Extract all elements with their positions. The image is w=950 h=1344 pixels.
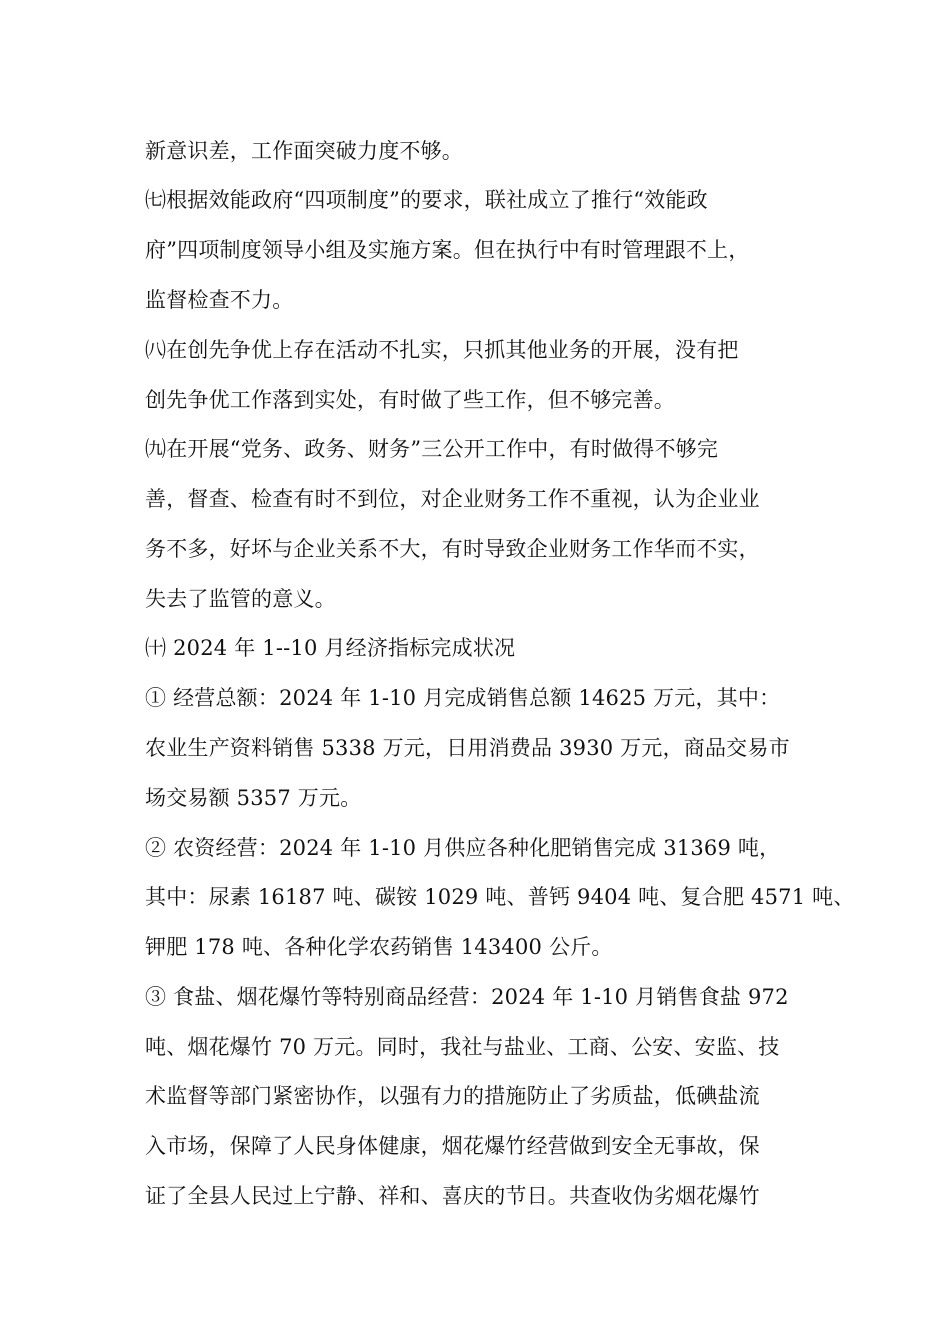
text-line: ㈧在创先争优上存在活动不扎实，只抓其他业务的开展，没有把 [145, 338, 739, 362]
text-line: 失去了监管的意义。 [145, 587, 336, 611]
text-line: 术监督等部门紧密协作，以强有力的措施防止了劣质盐，低碘盐流 [145, 1084, 760, 1108]
text-line: ③ 食盐、烟花爆竹等特别商品经营：2024 年 1-10 月销售食盐 972 [145, 985, 789, 1009]
text-line: 新意识差，工作面突破力度不够。 [145, 139, 463, 163]
text-line: ㈩ 2024 年 1--10 月经济指标完成状况 [145, 636, 516, 660]
text-line: 其中：尿素 16187 吨、碳铵 1029 吨、普钙 9404 吨、复合肥 4571 吨、 [145, 885, 855, 909]
text-line: ② 农资经营：2024 年 1-10 月供应各种化肥销售完成 31369 吨， [145, 836, 781, 860]
text-line: 府”四项制度领导小组及实施方案。但在执行中有时管理跟不上， [145, 238, 750, 262]
text-line: ㈨在开展“党务、政务、财务”三公开工作中，有时做得不够完 [145, 437, 719, 461]
text-line: 务不多，好坏与企业关系不大，有时导致企业财务工作华而不实， [145, 537, 760, 561]
text-line: 善，督查、检查有时不到位，对企业财务工作不重视，认为企业业 [145, 487, 760, 511]
text-line: 入市场，保障了人民身体健康，烟花爆竹经营做到安全无事故，保 [145, 1134, 760, 1158]
text-line: 场交易额 5357 万元。 [145, 786, 362, 810]
text-line: 创先争优工作落到实处，有时做了些工作，但不够完善。 [145, 388, 675, 412]
text-line: 监督检查不力。 [145, 288, 294, 312]
text-line: ㈦根据效能政府“四项制度”的要求，联社成立了推行“效能政 [145, 188, 708, 212]
text-line: 吨、烟花爆竹 70 万元。同时，我社与盐业、工商、公安、安监、技 [145, 1035, 780, 1059]
text-line: 证了全县人民过上宁静、祥和、喜庆的节日。共查收伪劣烟花爆竹 [145, 1184, 760, 1208]
text-line: 农业生产资料销售 5338 万元，日用消费品 3930 万元，商品交易市 [145, 736, 790, 760]
text-line: 钾肥 178 吨、各种化学农药销售 143400 公斤。 [145, 935, 613, 959]
text-line: ① 经营总额：2024 年 1-10 月完成销售总额 14625 万元，其中： [145, 686, 781, 710]
